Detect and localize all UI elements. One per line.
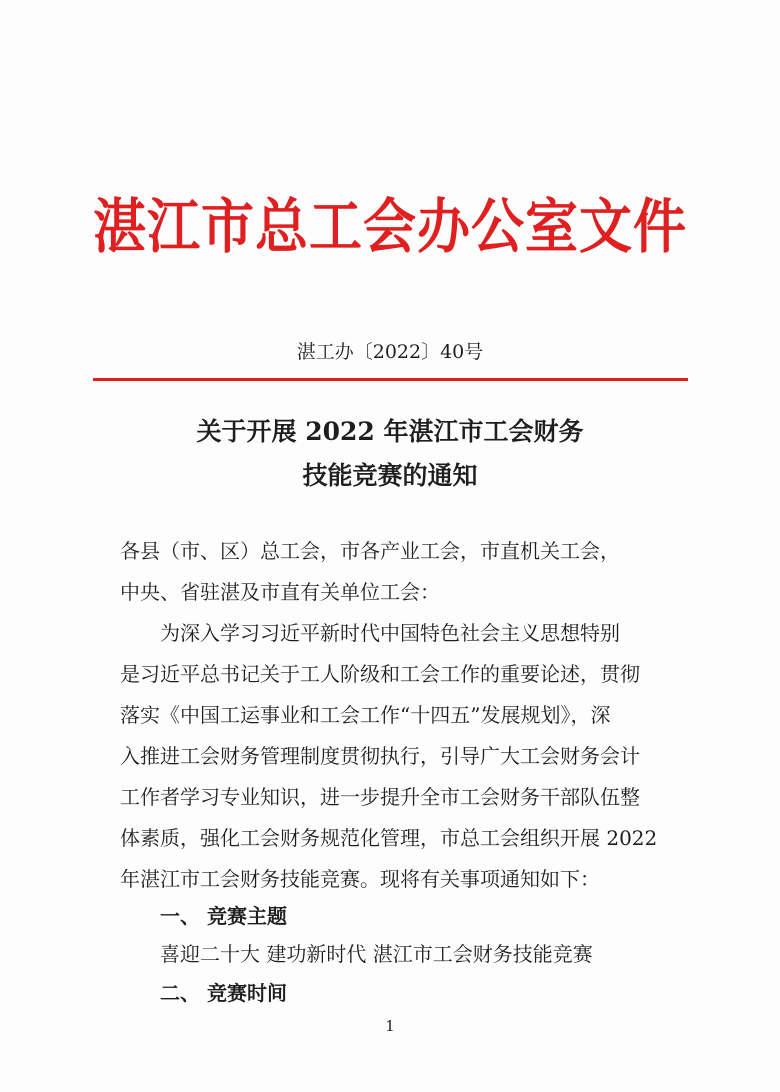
section-2-heading: 二、 竞赛时间 (160, 981, 287, 1005)
document-title-line-1: 关于开展 2022 年湛江市工会财务 (196, 417, 584, 446)
body-line-4: 入推进工会财务管理制度贯彻执行，引导广大工会财务会计 (120, 744, 640, 768)
addressee-line-2: 中央、省驻湛及市直有关单位工会： (120, 580, 440, 604)
body-line-5: 工作者学习专业知识，进一步提升全市工会财务干部队伍整 (120, 785, 640, 809)
body-line-2: 是习近平总书记关于工人阶级和工会工作的重要论述，贯彻 (120, 662, 640, 686)
body-line-3: 落实《中国工运事业和工会工作“十四五”发展规划》，深 (120, 703, 611, 727)
body-line-1: 为深入学习习近平新时代中国特色社会主义思想特别 (160, 621, 620, 645)
section-1-text: 喜迎二十大 建功新时代 湛江市工会财务技能竞赛 (160, 942, 593, 966)
body-line-7: 年湛江市工会财务技能竞赛。现将有关事项通知如下： (120, 867, 600, 891)
document-masthead: 湛江市总工会办公室文件 (93, 193, 687, 262)
red-divider-line (93, 378, 688, 381)
document-title-line-2: 技能竞赛的通知 (302, 461, 478, 490)
body-line-6: 体素质，强化工会财务规范化管理，市总工会组织开展 2022 (120, 826, 658, 850)
page-number: 1 (385, 1017, 395, 1035)
section-1-heading: 一、 竞赛主题 (160, 904, 287, 928)
addressee-line-1: 各县（市、区）总工会，市各产业工会，市直机关工会， (120, 539, 620, 563)
document-number: 湛工办〔2022〕40号 (296, 341, 484, 363)
